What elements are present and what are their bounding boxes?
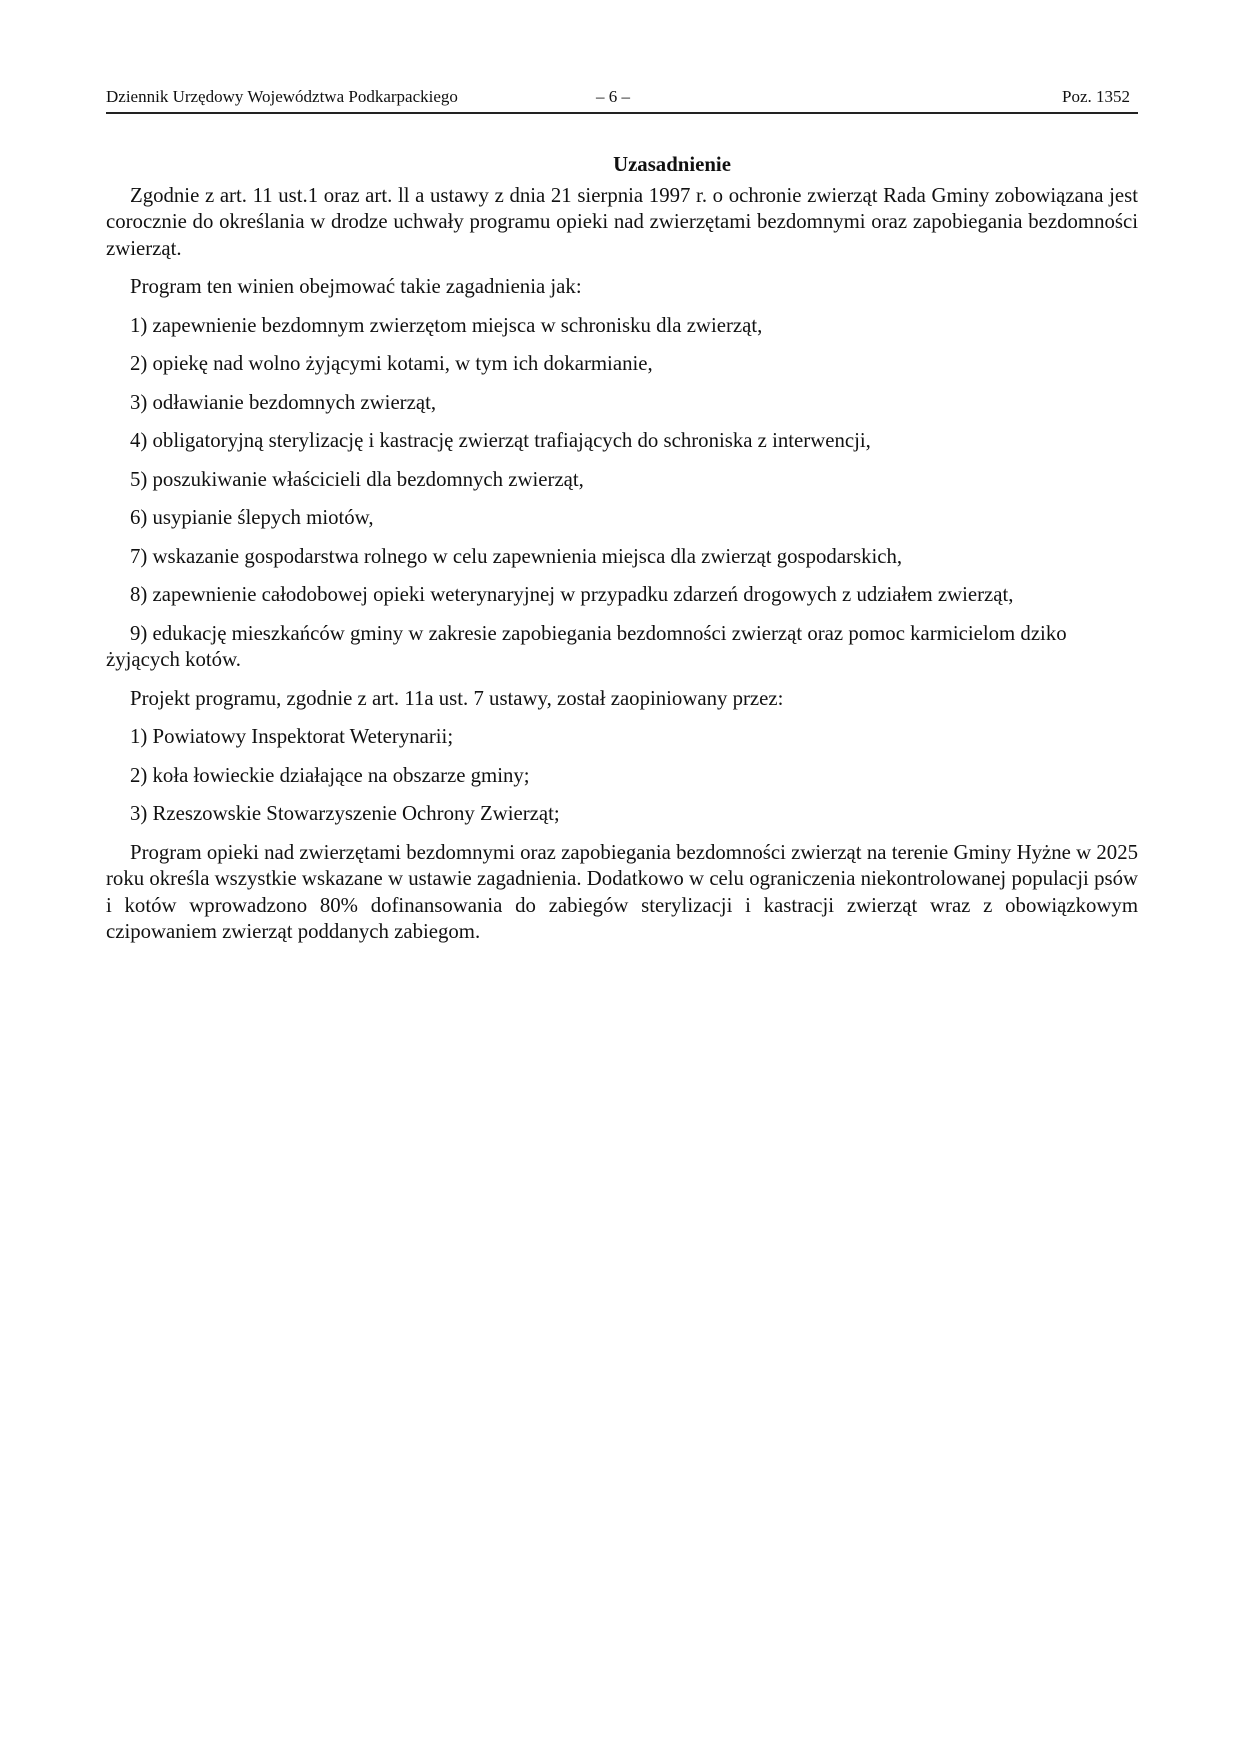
page-number: – 6 – [596,87,630,106]
opinion-item: 3) Rzeszowskie Stowarzyszenie Ochrony Zwierząt; [130,802,560,825]
program-item: 6) usypianie ślepych miotów, [130,506,374,529]
document-title: Uzasadnienie [613,153,731,176]
closing-paragraph: Program opieki nad zwierzętami bezdomnymi oraz zapobiegania bezdomności zwierząt na terenie Gminy Hyżne w 2025 roku określa wszystkie wskazane w ustawie zagadnienia. Dodatkowo w celu ograniczenia niekontrolowanej populacji psów i kotów wprowadzono 80% dofinansowania do zabiegów sterylizacji i kastracji zwierząt wraz z obowiązkowym czipowaniem zwierząt poddanych zabiegom. [106,840,1138,943]
program-lead-paragraph: Program ten winien obejmować takie zagadnienia jak: [130,275,582,298]
program-item: 9) edukację mieszkańców gminy w zakresie zapobiegania bezdomności zwierząt oraz pomoc karmicielom dziko żyjących kotów. [106,621,1067,671]
program-item: 4) obligatoryjną sterylizację i kastrację zwierząt trafiających do schroniska z interwencji, [130,429,871,452]
page-header [106,86,1138,108]
document-body [106,152,1138,958]
program-item: 5) poszukiwanie właścicieli dla bezdomnych zwierząt, [130,467,584,491]
program-item: 2) opiekę nad wolno żyjącymi kotami, w tym ich dokarmianie, [130,352,653,375]
journal-title: Dziennik Urzędowy Województwa Podkarpackiego [106,87,458,106]
opinion-item: 1) Powiatowy Inspektorat Weterynarii; [130,725,454,748]
opinion-lead-paragraph: Projekt programu, zgodnie z art. 11a ust. 7 ustawy, został zaopiniowany przez: [130,686,784,710]
header-rule [106,112,1138,114]
program-item: 3) odławianie bezdomnych zwierząt, [130,390,437,414]
program-item: 8) zapewnienie całodobowej opieki weterynaryjnej w przypadku zdarzeń drogowych z udziałem zwierząt, [130,583,1014,606]
opinion-item: 2) koła łowieckie działające na obszarze gminy; [130,763,530,787]
program-item: 1) zapewnienie bezdomnym zwierzętom miejsca w schronisku dla zwierząt, [130,313,763,337]
intro-paragraph: Zgodnie z art. 11 ust.1 oraz art. ll a ustawy z dnia 21 sierpnia 1997 r. o ochronie zwierząt Rada Gminy zobowiązana jest corocznie do określania w drodze uchwały programu opieki nad zwierzętami bezdomnymi oraz zapobiegania bezdomności zwierząt. [106,183,1138,260]
program-item: 7) wskazanie gospodarstwa rolnego w celu zapewnienia miejsca dla zwierząt gospodarskich, [130,544,903,568]
position-number: Poz. 1352 [1062,87,1130,106]
